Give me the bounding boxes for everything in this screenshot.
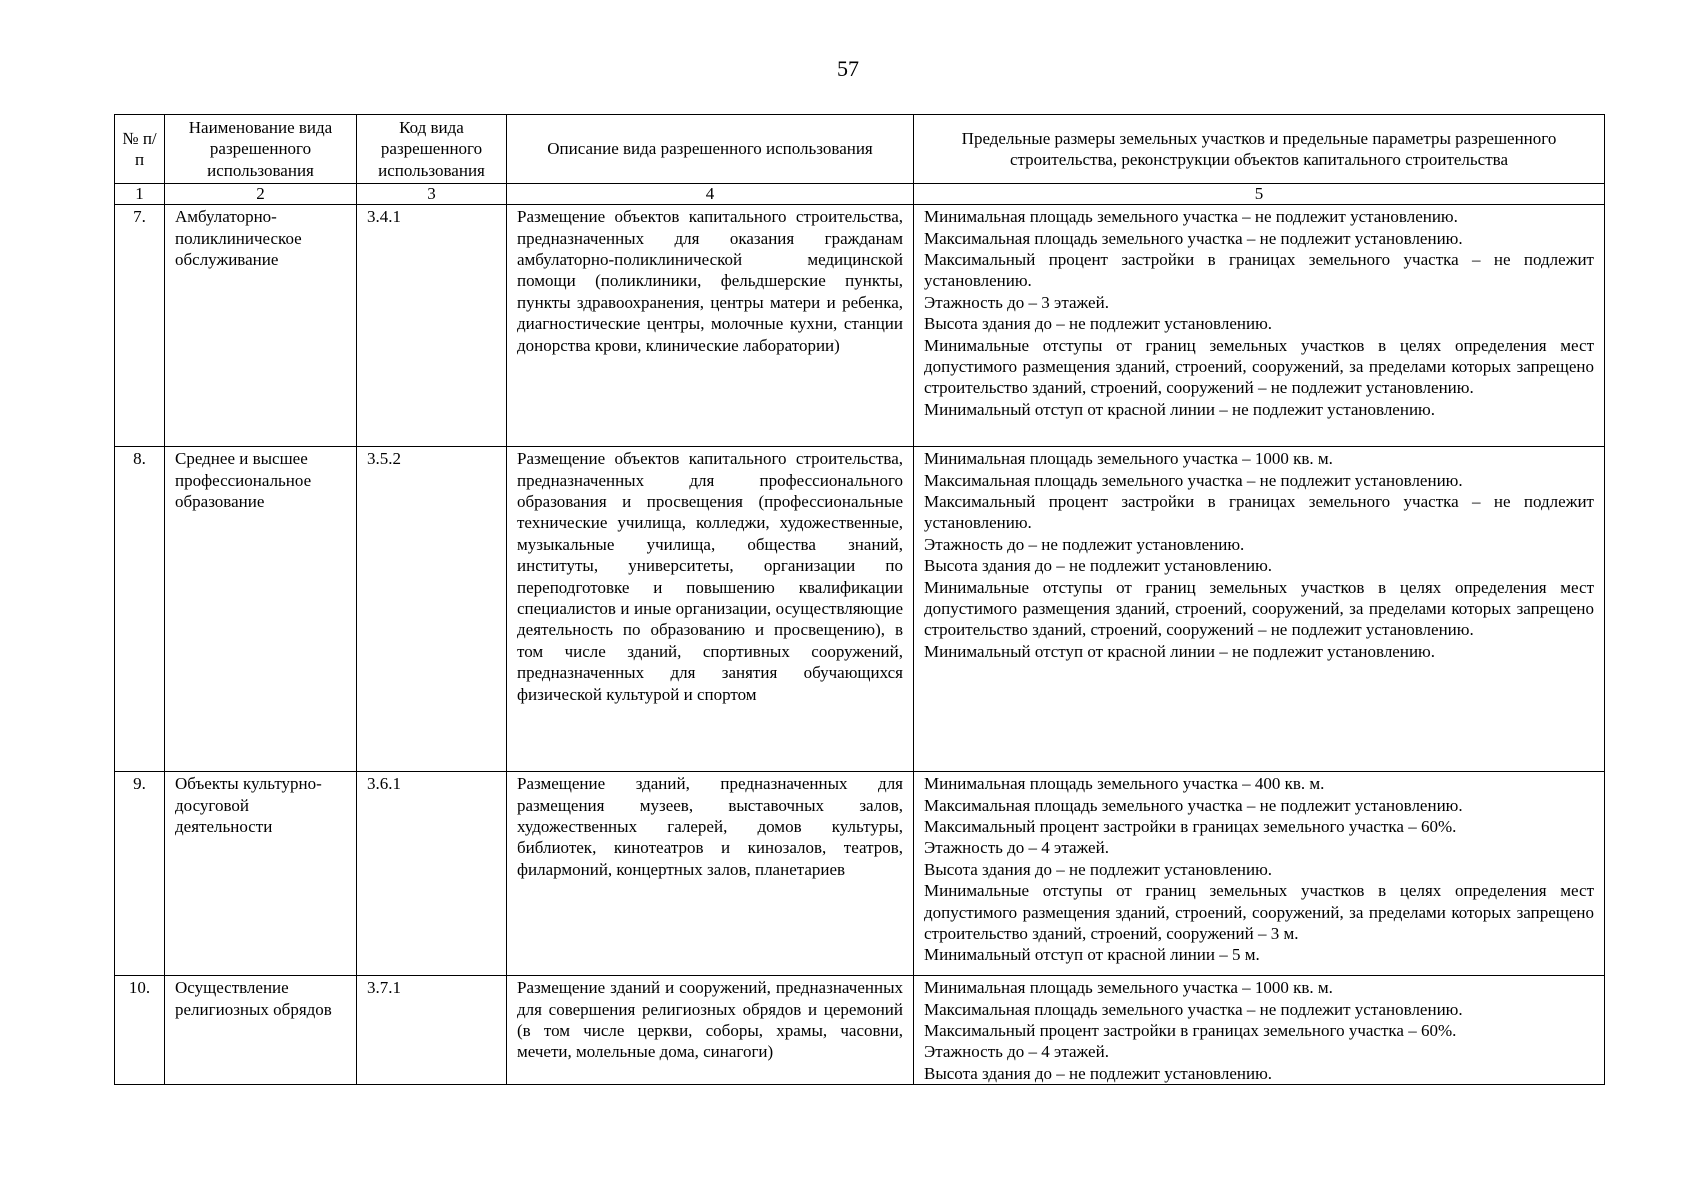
param-line: Максимальный процент застройки в границах земельного участка – 60%. — [924, 1021, 1457, 1041]
table-row — [115, 772, 1605, 976]
param-line: Этажность до – не подлежит установлению. — [924, 534, 1245, 554]
table-row — [115, 447, 1605, 772]
column-number-row — [115, 184, 1605, 205]
header-use-description: Описание вида разрешенного использования — [507, 115, 914, 184]
param-line: Минимальная площадь земельного участка – не подлежит установлению. — [924, 207, 1458, 227]
row-number: 7. — [115, 205, 165, 447]
param-line: Этажность до – 4 этажей. — [924, 838, 1109, 858]
param-line: Высота здания до – не подлежит установлению. — [924, 859, 1273, 879]
param-line: Минимальные отступы от границ земельных участков в целях определения мест допустимого размещения зданий, строений, сооружений, за пределами которых запрещено строительство зданий, строений, сооружений – не подлежит установлению. — [924, 577, 1594, 640]
param-line: Этажность до – 4 этажей. — [924, 1042, 1109, 1062]
param-line: Максимальная площадь земельного участка – не подлежит установлению. — [924, 795, 1463, 815]
row-use-name: Амбулаторно-поликлиническое обслуживание — [165, 205, 357, 447]
table-row — [115, 976, 1605, 1085]
row-limits — [914, 447, 1605, 772]
header-use-code: Код вида разрешенного использования — [357, 115, 507, 184]
param-line: Высота здания до – не подлежит установлению. — [924, 1063, 1273, 1083]
row-use-name: Объекты культурно-досуговой деятельности — [165, 772, 357, 976]
table-row — [115, 205, 1605, 447]
row-limits — [914, 976, 1605, 1085]
row-use-description: Размещение объектов капитального строительства, предназначенных для профессионального образования и просвещения (профессиональные технические училища, колледжи, художественные, музыкальные училища, общества знаний, институты, университеты, организации по переподготовке и повышению квалификации специалистов и иные организации, осуществляющие деятельность по образованию и просвещению), в том числе зданий, спортивных сооружений, предназначенных для занятия обучающихся физической культурой и спортом — [507, 447, 914, 772]
row-number: 9. — [115, 772, 165, 976]
row-use-description: Размещение объектов капитального строительства, предназначенных для оказания гражданам амбулаторно-поликлинической медицинской помощи (поликлиники, фельдшерские пункты, пункты здравоохранения, центры матери и ребенка, диагностические центры, молочные кухни, станции донорства крови, клинические лаборатории) — [507, 205, 914, 447]
param-line: Максимальная площадь земельного участка – не подлежит установлению. — [924, 999, 1463, 1019]
param-line: Минимальный отступ от красной линии – не подлежит установлению. — [924, 641, 1435, 661]
row-use-code: 3.6.1 — [357, 772, 507, 976]
header-use-name: Наименование вида разрешенного использования — [165, 115, 357, 184]
param-line: Максимальный процент застройки в границах земельного участка – не подлежит установлению. — [924, 492, 1594, 533]
row-limits — [914, 205, 1605, 447]
row-number: 10. — [115, 976, 165, 1085]
param-line: Высота здания до – не подлежит установлению. — [924, 314, 1273, 334]
param-line: Минимальный отступ от красной линии – 5 м. — [924, 945, 1260, 965]
column-number: 3 — [357, 184, 507, 205]
param-line: Максимальный процент застройки в границах земельного участка – 60%. — [924, 817, 1457, 837]
param-line: Этажность до – 3 этажей. — [924, 292, 1109, 312]
row-use-code: 3.7.1 — [357, 976, 507, 1085]
param-line: Минимальные отступы от границ земельных участков в целях определения мест допустимого размещения зданий, строений, сооружений, за пределами которых запрещено строительство зданий, строений, сооружений – 3 м. — [924, 881, 1594, 944]
column-number: 1 — [115, 184, 165, 205]
param-line: Минимальная площадь земельного участка – 1000 кв. м. — [924, 449, 1333, 469]
header-number: № п/п — [115, 115, 165, 184]
param-line: Максимальная площадь земельного участка – не подлежит установлению. — [924, 228, 1463, 248]
column-number: 5 — [914, 184, 1605, 205]
land-use-table — [114, 114, 1605, 1085]
param-line: Максимальная площадь земельного участка – не подлежит установлению. — [924, 470, 1463, 490]
row-use-description: Размещение зданий и сооружений, предназначенных для совершения религиозных обрядов и церемоний (в том числе церкви, соборы, храмы, часовни, мечети, молельные дома, синагоги) — [507, 976, 914, 1085]
row-use-description: Размещение зданий, предназначенных для размещения музеев, выставочных залов, художественных галерей, домов культуры, библиотек, кинотеатров и кинозалов, театров, филармоний, концертных залов, планетариев — [507, 772, 914, 976]
header-limits: Предельные размеры земельных участков и предельные параметры разрешенного строительства, реконструкции объектов капитального строительства — [914, 115, 1605, 184]
column-number: 2 — [165, 184, 357, 205]
param-line: Минимальная площадь земельного участка – 400 кв. м. — [924, 774, 1325, 794]
param-line: Минимальные отступы от границ земельных участков в целях определения мест допустимого размещения зданий, строений, сооружений, за пределами которых запрещено строительство зданий, строений, сооружений – не подлежит установлению. — [924, 335, 1594, 398]
row-limits — [914, 772, 1605, 976]
table-header-row — [115, 115, 1605, 184]
row-use-name: Осуществление религиозных обрядов — [165, 976, 357, 1085]
column-number: 4 — [507, 184, 914, 205]
row-use-code: 3.4.1 — [357, 205, 507, 447]
row-use-name: Среднее и высшее профессиональное образование — [165, 447, 357, 772]
param-line: Минимальная площадь земельного участка – 1000 кв. м. — [924, 978, 1333, 998]
row-use-code: 3.5.2 — [357, 447, 507, 772]
param-line: Минимальный отступ от красной линии – не подлежит установлению. — [924, 399, 1435, 419]
page-number: 57 — [837, 56, 859, 81]
param-line: Высота здания до – не подлежит установлению. — [924, 556, 1273, 576]
row-number: 8. — [115, 447, 165, 772]
param-line: Максимальный процент застройки в границах земельного участка – не подлежит установлению. — [924, 250, 1594, 291]
